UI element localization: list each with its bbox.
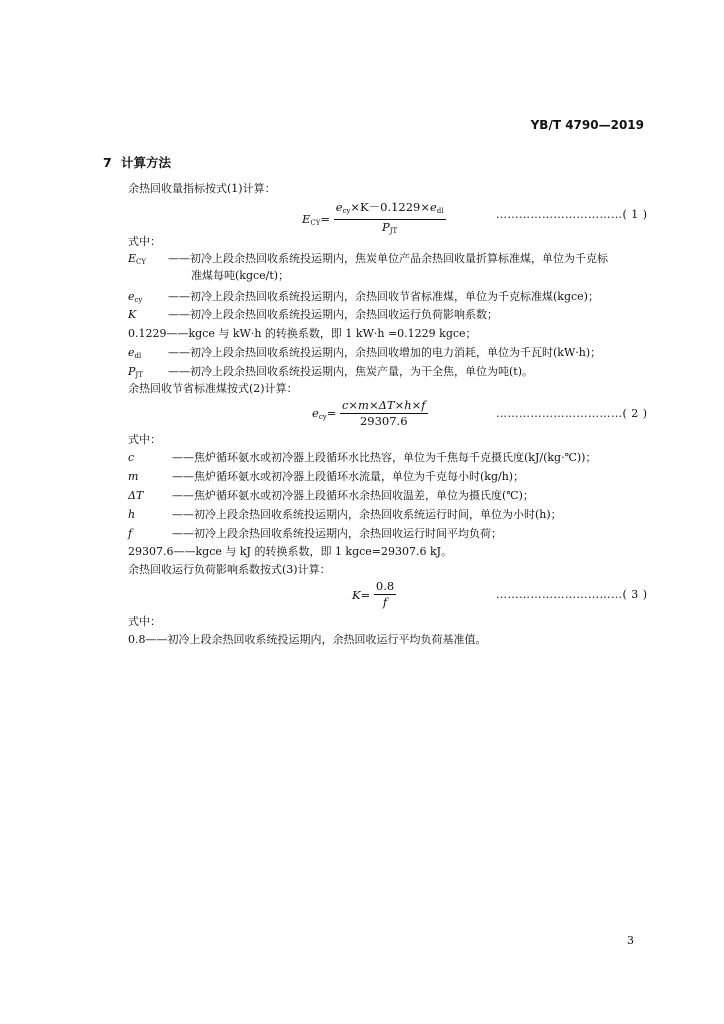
where-label-1: 式中： (128, 235, 161, 248)
formula-2: $e_{cy}=$ $\frac{c\times m\times\Delta T\times h\times f}{29307.6}$ (312, 398, 426, 428)
def-E-cy: $E_{CY}$ ——初冷上段余热回收系统投运期内，焦炭单位产品余热回收量折算标准煤，单位为千克标 (128, 252, 608, 266)
formula-3-fraction: $\frac{0.8}{f}$ (375, 579, 395, 609)
def-c: c ——焦炉循环氨水或初冷器上段循环水比热容，单位为千焦每千克摄氏度(kJ/(kg·℃))； (128, 451, 597, 464)
def-K: K ——初冷上段余热回收系统投运期内，余热回收运行负荷影响系数； (128, 308, 498, 321)
def-m: m ——焦炉循环氨水或初冷器上段循环水流量，单位为千克每小时(kg/h)； (128, 470, 525, 483)
section-heading (103, 153, 171, 171)
section-number: 7 (103, 155, 112, 170)
intro-formula-1: 余热回收量指标按式(1)计算： (128, 182, 276, 195)
formula-2-fraction: $\frac{c\times m\times\Delta T\times h\times f}{29307.6}$ (341, 398, 426, 428)
def-h: h ——初冷上段余热回收系统投运期内，余热回收系统运行时间，单位为小时(h)； (128, 508, 562, 521)
formula-3-number: ( 3 ) (622, 588, 648, 601)
def-e-dl: $e_{dl}$ ——初冷上段余热回收系统投运期内，余热回收增加的电力消耗，单位为千瓦时(kW·h)； (128, 346, 602, 360)
formula-1: $E_{CY}=$ $\frac{e_{cy}\times K-0.1229\times e_{dl}}{P_{JT}}$ (302, 200, 446, 239)
formula-1-number: ( 1 ) (622, 208, 648, 221)
formula-2-number: ( 2 ) (622, 407, 648, 420)
def-E-cy-cont: 准煤每吨(kgce/t)； (191, 269, 290, 282)
standard-code: YB/T 4790—2019 (530, 118, 644, 132)
formula-3-leader: ……………………………( 3 ) (496, 588, 648, 601)
intro-formula-3: 余热回收运行负荷影响系数按式(3)计算： (128, 563, 331, 576)
formula-1-fraction: $\frac{e_{cy}\times K-0.1229\times e_{dl}}{P_{JT}}$ (335, 200, 444, 235)
def-0-8: 0.8——初冷上段余热回收系统投运期内，余热回收运行平均负荷基准值。 (128, 633, 487, 646)
section-title: 计算方法 (121, 155, 172, 170)
def-e-cy: $e_{cy}$ ——初冷上段余热回收系统投运期内，余热回收节省标准煤，单位为千克标准煤(kgce)； (128, 290, 599, 304)
formula-1-leader: ……………………………( 1 ) (496, 208, 648, 221)
def-P-jt: $P_{JT}$ ——初冷上段余热回收系统投运期内，焦炭产量，为干全焦，单位为吨(t)。 (128, 365, 534, 379)
where-label-3: 式中： (128, 615, 161, 628)
where-label-2: 式中： (128, 433, 161, 446)
formula-2-leader: ……………………………( 2 ) (496, 407, 648, 420)
formula-3: K= $\frac{0.8}{f}$ (352, 579, 395, 609)
def-0-1229: 0.1229——kgce 与 kW·h 的转换系数，即 1 kW·h =0.1229 kgce； (128, 327, 477, 340)
page-number: 3 (627, 934, 634, 947)
def-delta-T: ΔT ——焦炉循环氨水或初冷器上段循环水余热回收温差，单位为摄氏度(℃)； (128, 489, 534, 502)
def-f: f ——初冷上段余热回收系统投运期内，余热回收运行时间平均负荷； (128, 527, 502, 540)
def-29307-6: 29307.6——kgce 与 kJ 的转换系数，即 1 kgce=29307.6 kJ。 (128, 545, 453, 558)
intro-formula-2: 余热回收节省标准煤按式(2)计算： (128, 382, 298, 395)
